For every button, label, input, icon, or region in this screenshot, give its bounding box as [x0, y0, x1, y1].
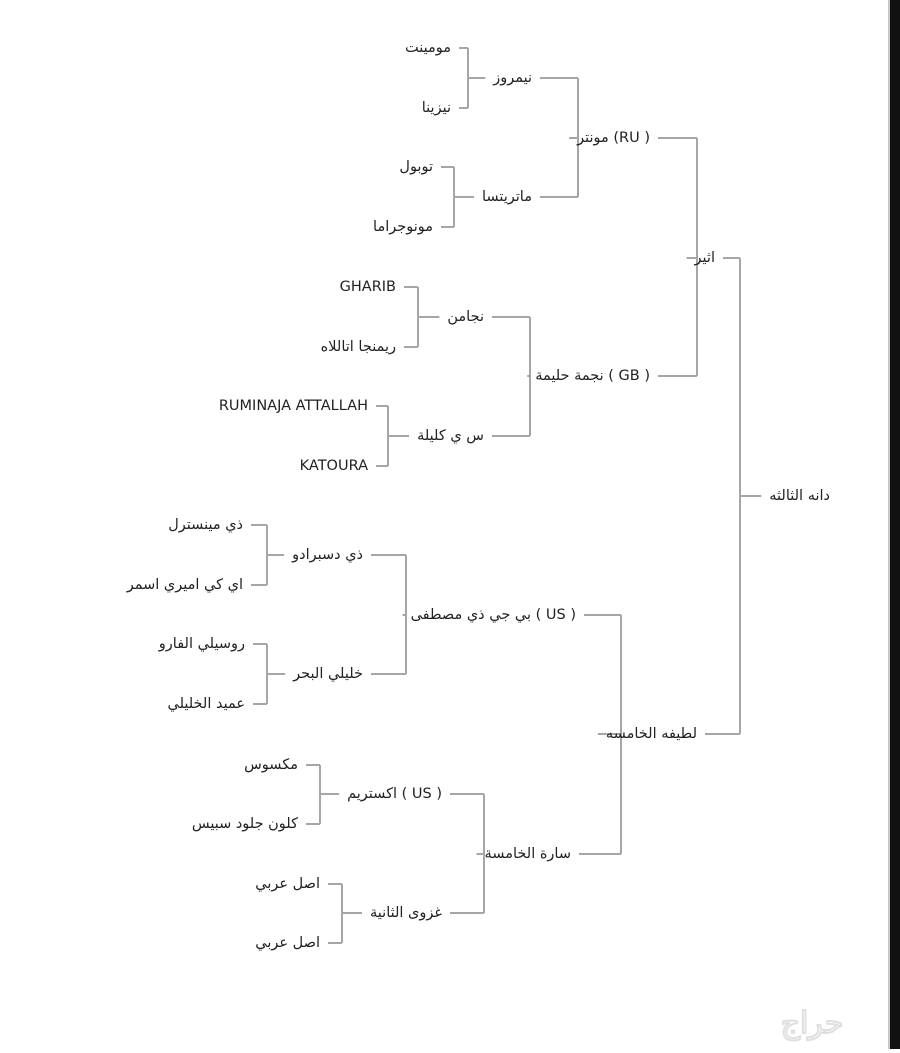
node-l4-14: كلون جلود سبيس	[191, 816, 298, 832]
node-l4-9: ذي مينسترل	[168, 517, 243, 533]
node-l4-5: GHARIB	[339, 279, 396, 295]
node-l4-4: مونوجراما	[373, 219, 433, 235]
node-l4-13: مكسوس	[244, 757, 298, 773]
node-l3-7: اكستريم ( US )	[347, 786, 442, 802]
node-l4-8: KATOURA	[299, 458, 368, 474]
node-l4-1: مومينت	[404, 40, 451, 56]
node-l4-7: RUMINAJA ATTALLAH	[218, 398, 368, 414]
node-dam: لطيفه الخامسه	[605, 726, 697, 742]
node-l3-5: ذي دسبرادو	[292, 547, 363, 563]
node-l4-2: نيزينا	[421, 100, 451, 116]
watermark-text: حراج	[780, 1006, 844, 1041]
node-l3-3: نجامن	[447, 309, 484, 325]
node-l3-1: نيمروز	[493, 70, 532, 86]
node-l4-11: روسيلي الفارو	[158, 636, 245, 652]
node-dam-dam: سارة الخامسة	[484, 846, 571, 862]
node-l4-3: توبول	[399, 159, 433, 175]
node-l4-12: عميد الخليلي	[167, 696, 245, 712]
node-sire-dam: نجمة حليمة ( GB )	[535, 368, 650, 384]
node-dam-sire: بي جي ذي مصطفى ( US )	[410, 607, 576, 623]
node-l3-8: غزوى الثانية	[370, 905, 442, 921]
node-l4-6: ريمنجا اتاللاه	[320, 339, 396, 355]
node-l4-16: اصل عربي	[255, 935, 320, 951]
node-l3-2: ماتريتسا	[482, 189, 532, 205]
node-root: دانه الثالثه	[769, 488, 830, 504]
haraj-watermark-logo	[736, 1006, 888, 1042]
node-l4-10: اي كي اميري اسمر	[126, 577, 243, 593]
node-sire: اثير	[694, 250, 715, 266]
node-l3-4: س ي كليلة	[417, 428, 484, 444]
node-l3-6: خليلي البحر	[293, 666, 363, 682]
node-l4-15: اصل عربي	[255, 876, 320, 892]
node-sire-sire: مونتر (RU )	[577, 130, 650, 146]
